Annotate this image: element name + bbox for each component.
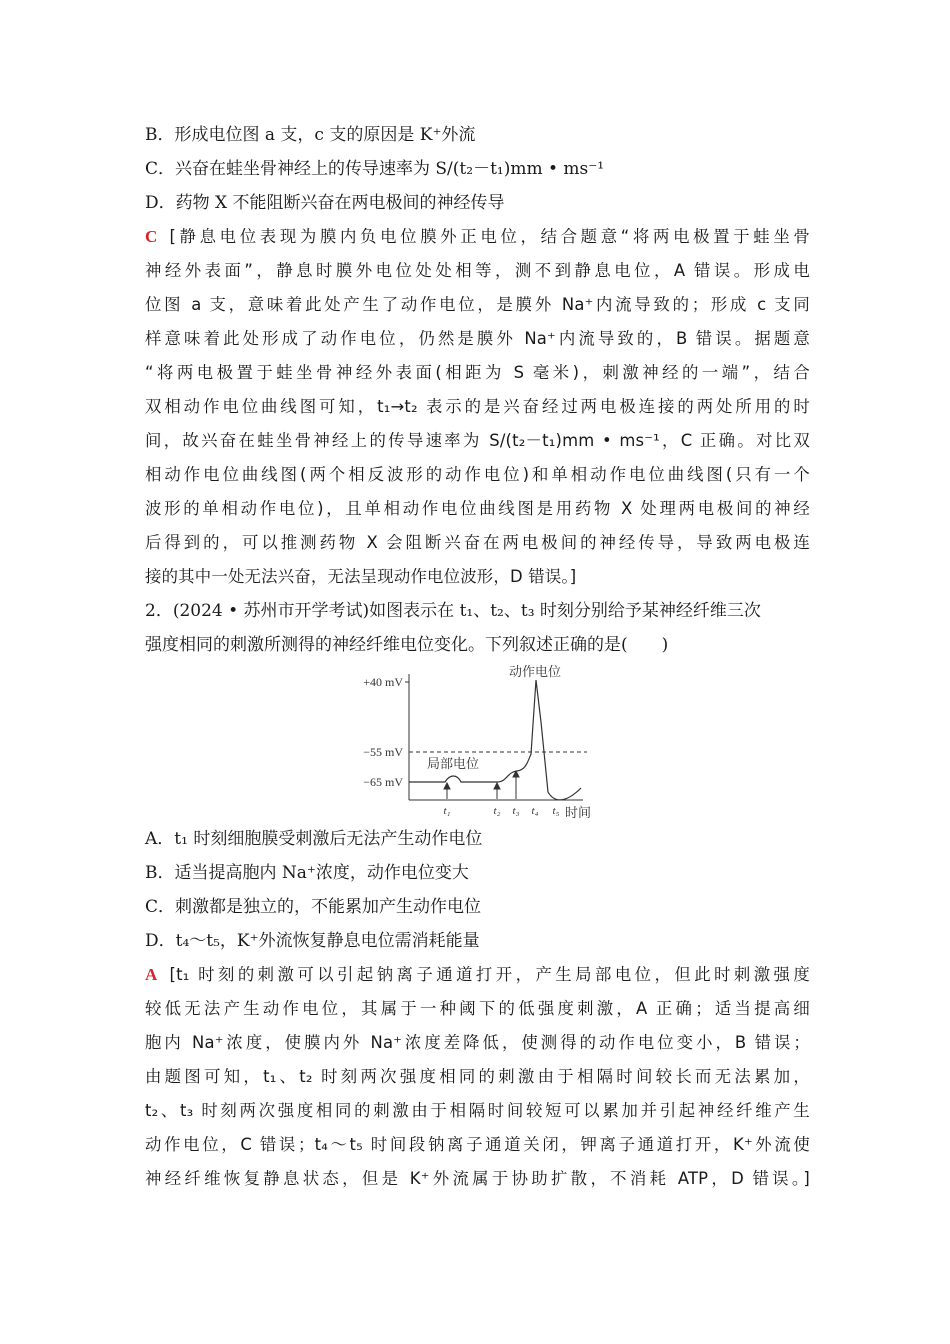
q2-stem-line-1: 2．(2024 • 苏州市开学考试)如图表示在 t₁、t₂、t₃ 时刻分别给予某神经纤维三次 bbox=[145, 601, 761, 621]
q2-option-c: C．刺激都是独立的，不能累加产生动作电位 bbox=[145, 897, 482, 917]
q1-answer-line-9: 波形的单相动作电位)，且单相动作电位曲线图是用药物 X 处理两电极间的神经 bbox=[145, 499, 810, 518]
x-axis-label: 时间 bbox=[564, 806, 591, 821]
q1-option-d: D．药物 X 不能阻断兴奋在两电极间的神经传导 bbox=[145, 193, 505, 213]
q1-answer-line-4: 样意味着此处形成了动作电位，仍然是膜外 Na⁺内流导致的，B 错误。据题意 bbox=[145, 329, 810, 348]
q2-answer-line-4: 由题图可知，t₁、t₂ 时刻两次强度相同的刺激由于相隔时间较长而无法累加， bbox=[145, 1067, 810, 1086]
q2-option-d: D．t₄～t₅，K⁺外流恢复静息电位需消耗能量 bbox=[145, 931, 480, 951]
q1-option-c: C．兴奋在蛙坐骨神经上的传导速率为 S/(t₂－t₁)mm • ms⁻¹ bbox=[145, 159, 605, 179]
q1-answer-line-8: 相动作电位曲线图(两个相反波形的动作电位)和单相动作电位曲线图(只有一个 bbox=[145, 465, 810, 484]
x-tick-t1: t₁ bbox=[443, 805, 451, 817]
q1-answer-key: C bbox=[145, 227, 158, 246]
y-tick-minus55: −55 mV bbox=[363, 745, 403, 759]
q2-answer-line-5: t₂、t₃ 时刻两次强度相同的刺激由于相隔时间较短可以累加并引起神经纤维产生 bbox=[145, 1101, 810, 1120]
q1-answer-line-5: “将两电极置于蛙坐骨神经外表面(相距为 S 毫米)，刺激神经的一端”，结合 bbox=[145, 363, 810, 382]
x-tick-t3: t₃ bbox=[512, 805, 520, 817]
q1-answer-line-6: 双相动作电位曲线图可知，t₁→t₂ 表示的是兴奋经过两电极连接的两处所用的时 bbox=[145, 397, 810, 416]
q1-answer-line-1: C [静息电位表现为膜内负电位膜外正电位，结合题意“将两电极置于蛙坐骨 bbox=[145, 227, 810, 246]
q2-stem-line-2: 强度相同的刺激所测得的神经纤维电位变化。下列叙述正确的是( ) bbox=[145, 635, 669, 655]
q1-answer-line-11: 接的其中一处无法兴奋，无法呈现动作电位波形，D 错误。] bbox=[145, 567, 577, 586]
document-page bbox=[145, 118, 810, 1196]
q1-answer-line-10: 后得到的，可以推测药物 X 会阻断兴奋在两电极间的神经传导，导致两电极连 bbox=[145, 533, 810, 552]
q1-answer-line-3: 位图 a 支，意味着此处产生了动作电位，是膜外 Na⁺内流导致的；形成 c 支同 bbox=[145, 295, 810, 314]
x-tick-t5: t₅ bbox=[552, 805, 560, 817]
q2-answer-line-7: 神经纤维恢复静息状态，但是 K⁺外流属于协助扩散，不消耗 ATP，D 错误。] bbox=[145, 1169, 810, 1188]
action-potential-label: 动作电位 bbox=[508, 665, 562, 680]
potential-figure bbox=[145, 662, 810, 822]
y-tick-minus65: −65 mV bbox=[363, 775, 403, 789]
x-tick-t4: t₄ bbox=[531, 805, 539, 817]
y-tick-plus40: +40 mV bbox=[363, 675, 403, 689]
q2-answer-line-6: 动作电位，C 错误；t₄～t₅ 时间段钠离子通道关闭，钾离子通道打开，K⁺外流使 bbox=[145, 1135, 810, 1154]
x-tick-t2: t₂ bbox=[493, 805, 501, 817]
potential-graph bbox=[355, 662, 595, 822]
q2-answer-line-3: 胞内 Na⁺浓度，使膜内外 Na⁺浓度差降低，使测得的动作电位变小，B 错误； bbox=[145, 1033, 810, 1052]
membrane-potential-curve bbox=[409, 680, 581, 800]
q2-answer-key: A bbox=[145, 965, 158, 984]
q1-option-b: B．形成电位图 a 支，c 支的原因是 K⁺外流 bbox=[145, 125, 476, 145]
local-potential-label: 局部电位 bbox=[426, 757, 480, 772]
q1-answer-line-7: 间，故兴奋在蛙坐骨神经上的传导速率为 S/(t₂－t₁)mm • ms⁻¹，C 正确。对比双 bbox=[145, 431, 810, 450]
q2-option-b: B．适当提高胞内 Na⁺浓度，动作电位变大 bbox=[145, 863, 469, 883]
q2-answer-line-1: A [t₁ 时刻的刺激可以引起钠离子通道打开，产生局部电位，但此时刺激强度 bbox=[145, 965, 810, 984]
q1-answer-line-2: 神经外表面”，静息时膜外电位处处相等，测不到静息电位，A 错误。形成电 bbox=[145, 261, 810, 280]
q2-answer-line-2: 较低无法产生动作电位，其属于一种阈下的低强度刺激，A 正确；适当提高细 bbox=[145, 999, 810, 1018]
q2-option-a: A．t₁ 时刻细胞膜受刺激后无法产生动作电位 bbox=[145, 829, 483, 849]
